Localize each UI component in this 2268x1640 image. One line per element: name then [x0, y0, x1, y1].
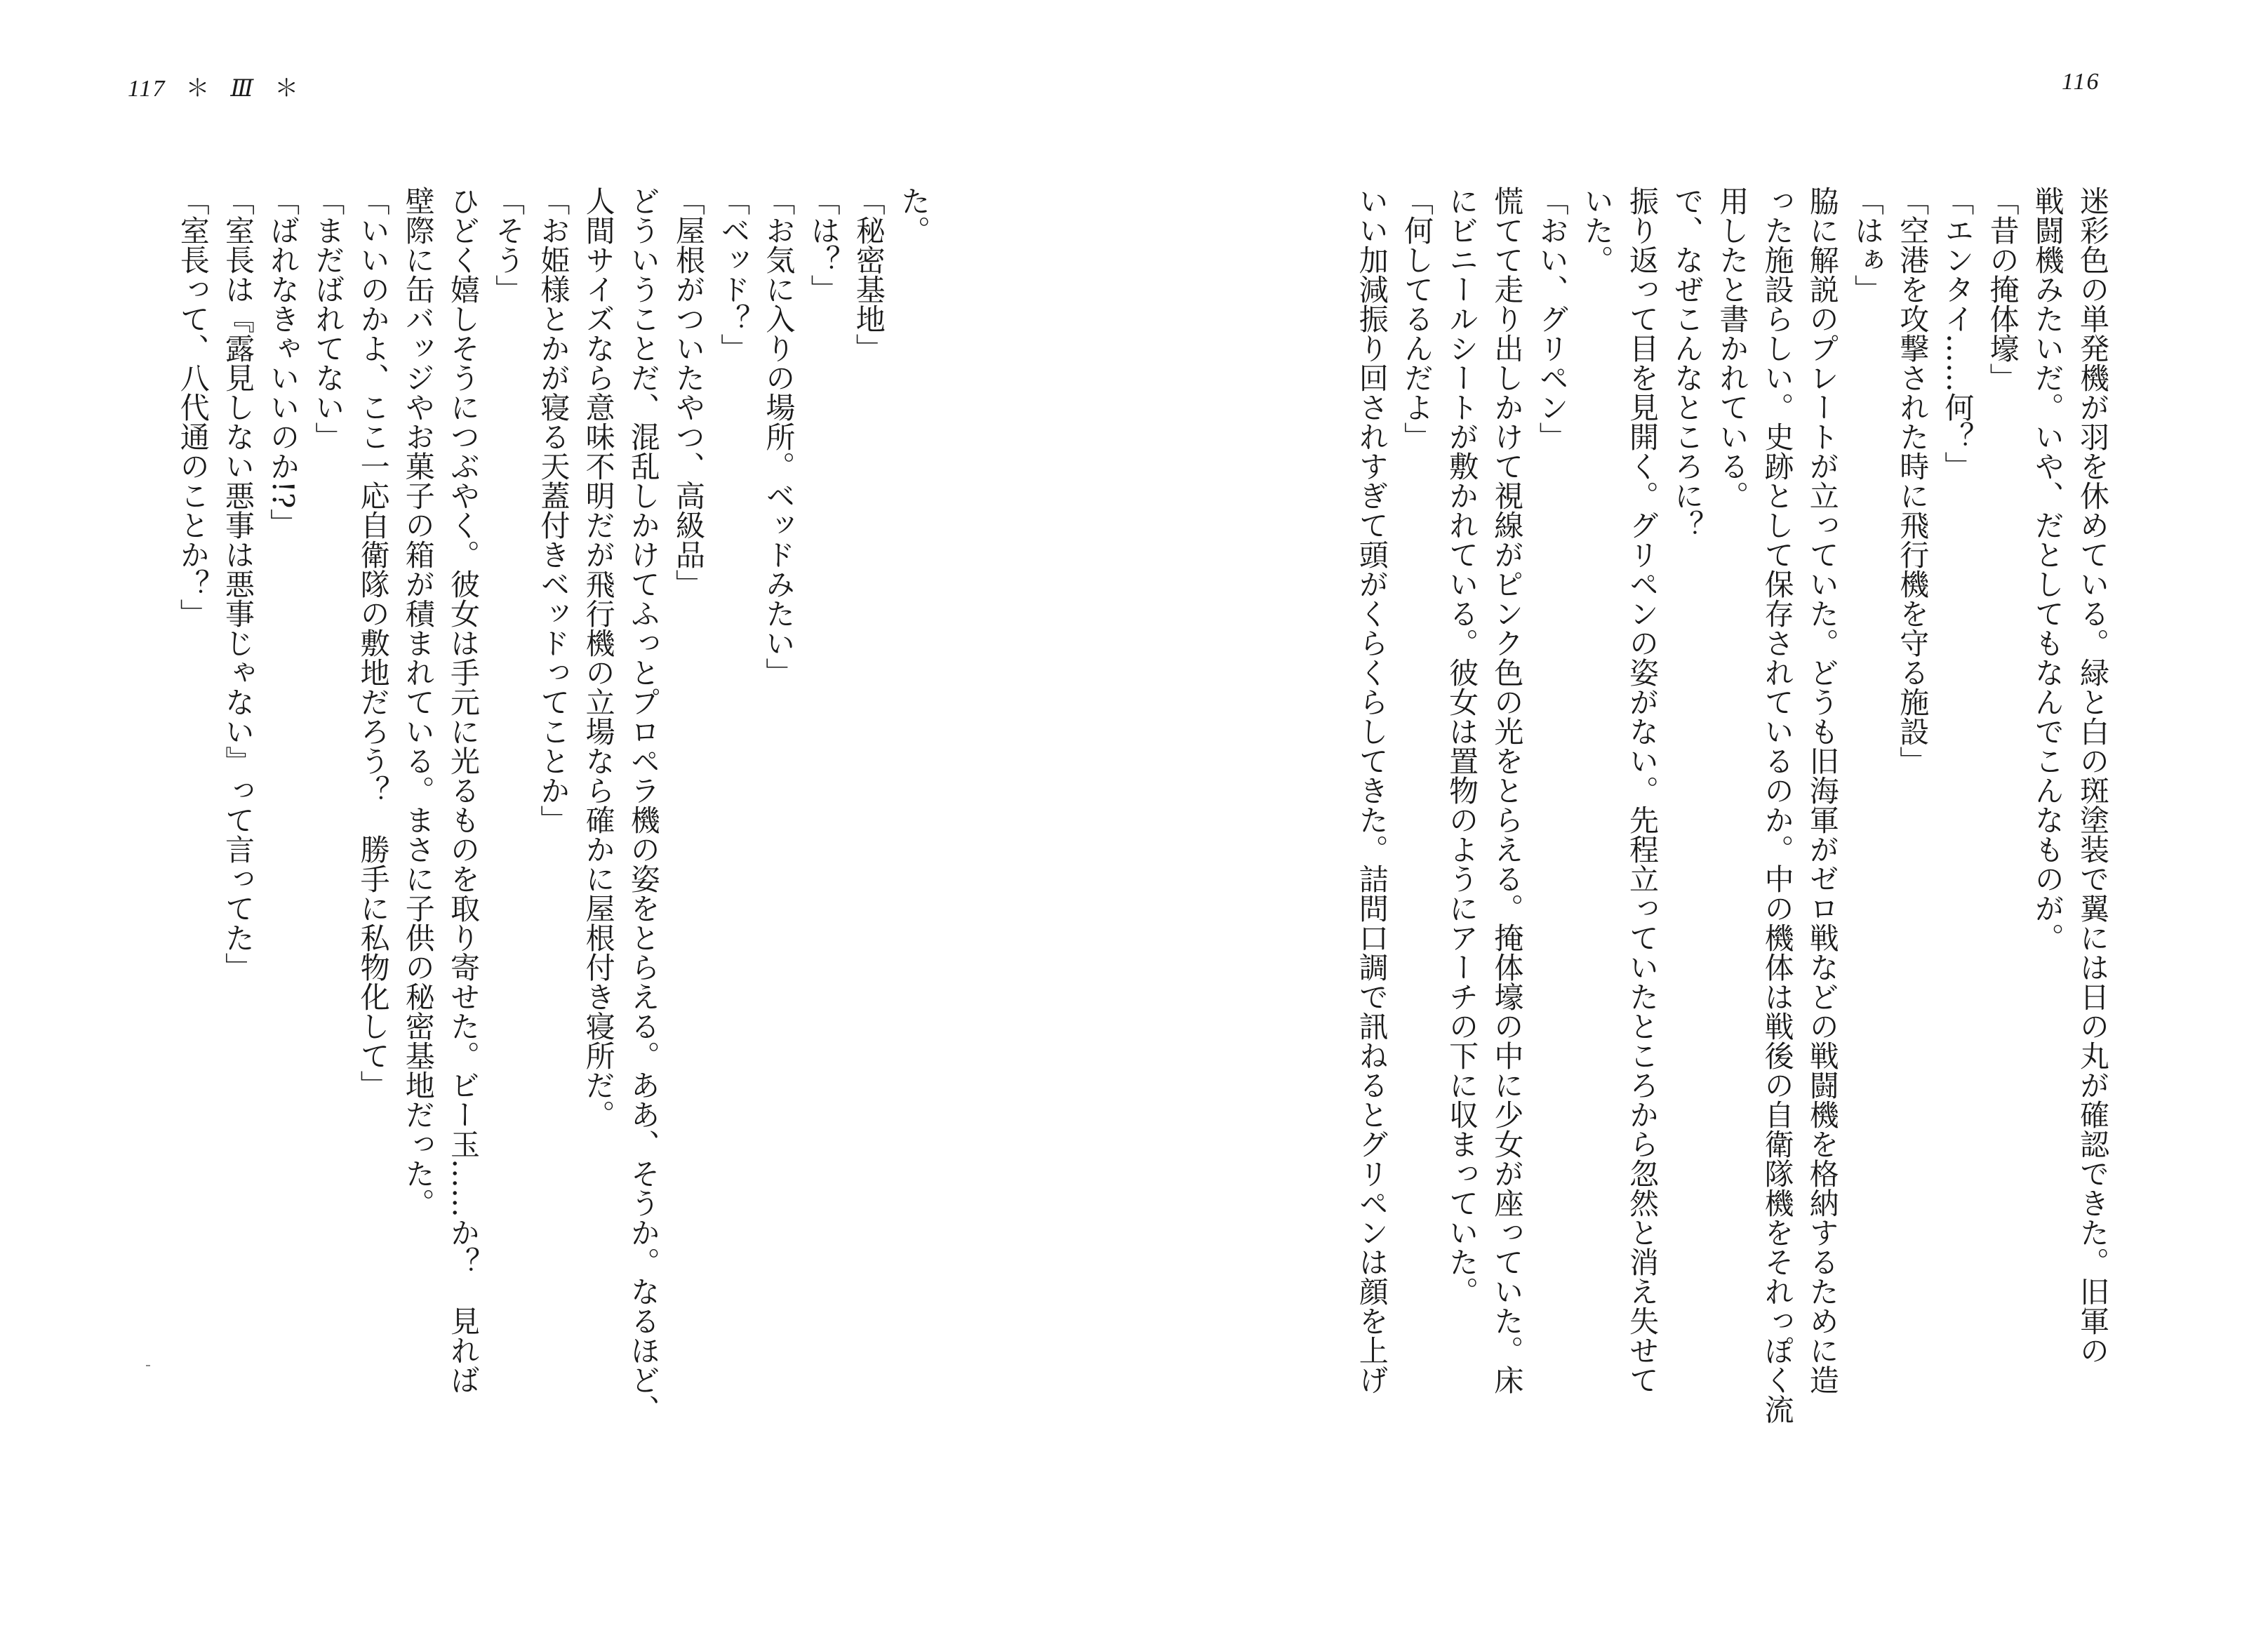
text-line: 「エンタイ……何？」: [1940, 186, 1975, 481]
text-line: にビニールシートが敷かれている。彼女は置物のようにアーチの下に収まっていた。: [1445, 186, 1480, 1306]
text-line: 振り返って目を見開く。グリペンの姿がない。先程立っていたところから忽然と消え失せて: [1625, 186, 1660, 1394]
text-line: 「何してるんだよ」: [1399, 186, 1434, 451]
text-line: 「いいのかよ、ここ一応自衛隊の敷地だろう？ 勝手に私物化して」: [356, 186, 391, 1100]
text-line: 「まだばれてない」: [311, 186, 346, 451]
text-line: 慌てて走り出しかけて視線がピンク色の光をとらえる。掩体壕の中に少女が座っていた。床: [1490, 186, 1525, 1394]
chapter-numeral: Ⅲ: [230, 76, 255, 102]
text-line: た。: [897, 186, 931, 245]
text-line: 「秘密基地」: [851, 186, 886, 363]
header-asterisk-2: ＊: [274, 76, 300, 102]
text-line: どういうことだ、混乱しかけてふっとプロペラ機の姿をとらえる。ああ、そうか。なるほど、: [626, 186, 661, 1424]
text-line: 「はぁ」: [1850, 186, 1885, 304]
right-page-number: 116: [2062, 69, 2100, 95]
text-line: で、なぜこんなところに？: [1670, 186, 1705, 540]
left-page-body: [0, 186, 936, 1582]
text-line: 「ベッド？」: [716, 186, 752, 363]
text-line: 「は？」: [806, 186, 841, 304]
right-page-body: [1020, 186, 2115, 1582]
left-page-header: [128, 69, 319, 103]
text-line: いい加減振り回されすぎて頭がくらくらしてきた。詰問口調で訊ねるとグリペンは顔を上げ: [1354, 186, 1389, 1394]
text-line: 用したと書かれている。: [1715, 186, 1750, 510]
text-line: った施設らしい。史跡として保存されているのか。中の機体は戦後の自衛隊機をそれっぽく流: [1760, 186, 1795, 1424]
text-line: 迷彩色の単発機が羽を休めている。緑と白の斑塗装で翼には日の丸が確認できた。旧軍の: [2076, 186, 2110, 1365]
text-line: 「おい、グリペン」: [1535, 186, 1570, 451]
text-line: 「お気に入りの場所。ベッドみたい」: [761, 186, 796, 687]
text-line: 「空港を攻撃された時に飛行機を守る施設」: [1895, 186, 1930, 775]
text-line: 壁際に缶バッジやお菓子の箱が積まれている。まさに子供の秘密基地だった。: [401, 186, 436, 1218]
text-line: 「そう」: [491, 186, 526, 304]
text-line: ひどく嬉しそうにつぶやく。彼女は手元に光るものを取り寄せた。ビー玉……か？ 見れば: [446, 186, 481, 1394]
text-line: 「室長は『露見しない悪事は悪事じゃない』って言ってた」: [220, 186, 255, 982]
text-line: 「ばれなきゃいいのか!?」: [266, 186, 301, 538]
text-line: 「屋根がついたやつ、高級品」: [671, 186, 706, 599]
text-line: 「お姫様とかが寝る天蓋付きベッドってことか」: [536, 186, 571, 834]
scan-speck: [146, 1365, 150, 1366]
text-line: 脇に解説のプレートが立っていた。どうも旧海軍がゼロ戦などの戦闘機を格納するために造: [1805, 186, 1840, 1394]
left-page-number: 117: [128, 76, 166, 102]
text-line: 「昔の掩体壕」: [1985, 186, 2020, 392]
text-line: 「室長って、八代通のことか？」: [175, 186, 211, 628]
header-asterisk-1: ＊: [185, 76, 211, 102]
text-line: 人間サイズなら意味不明だが飛行機の立場なら確かに屋根付き寝所だ。: [581, 186, 616, 1129]
text-line: 戦闘機みたいだ。いや、だとしてもなんでこんなものが。: [2030, 186, 2065, 952]
text-line: いた。: [1580, 186, 1615, 274]
